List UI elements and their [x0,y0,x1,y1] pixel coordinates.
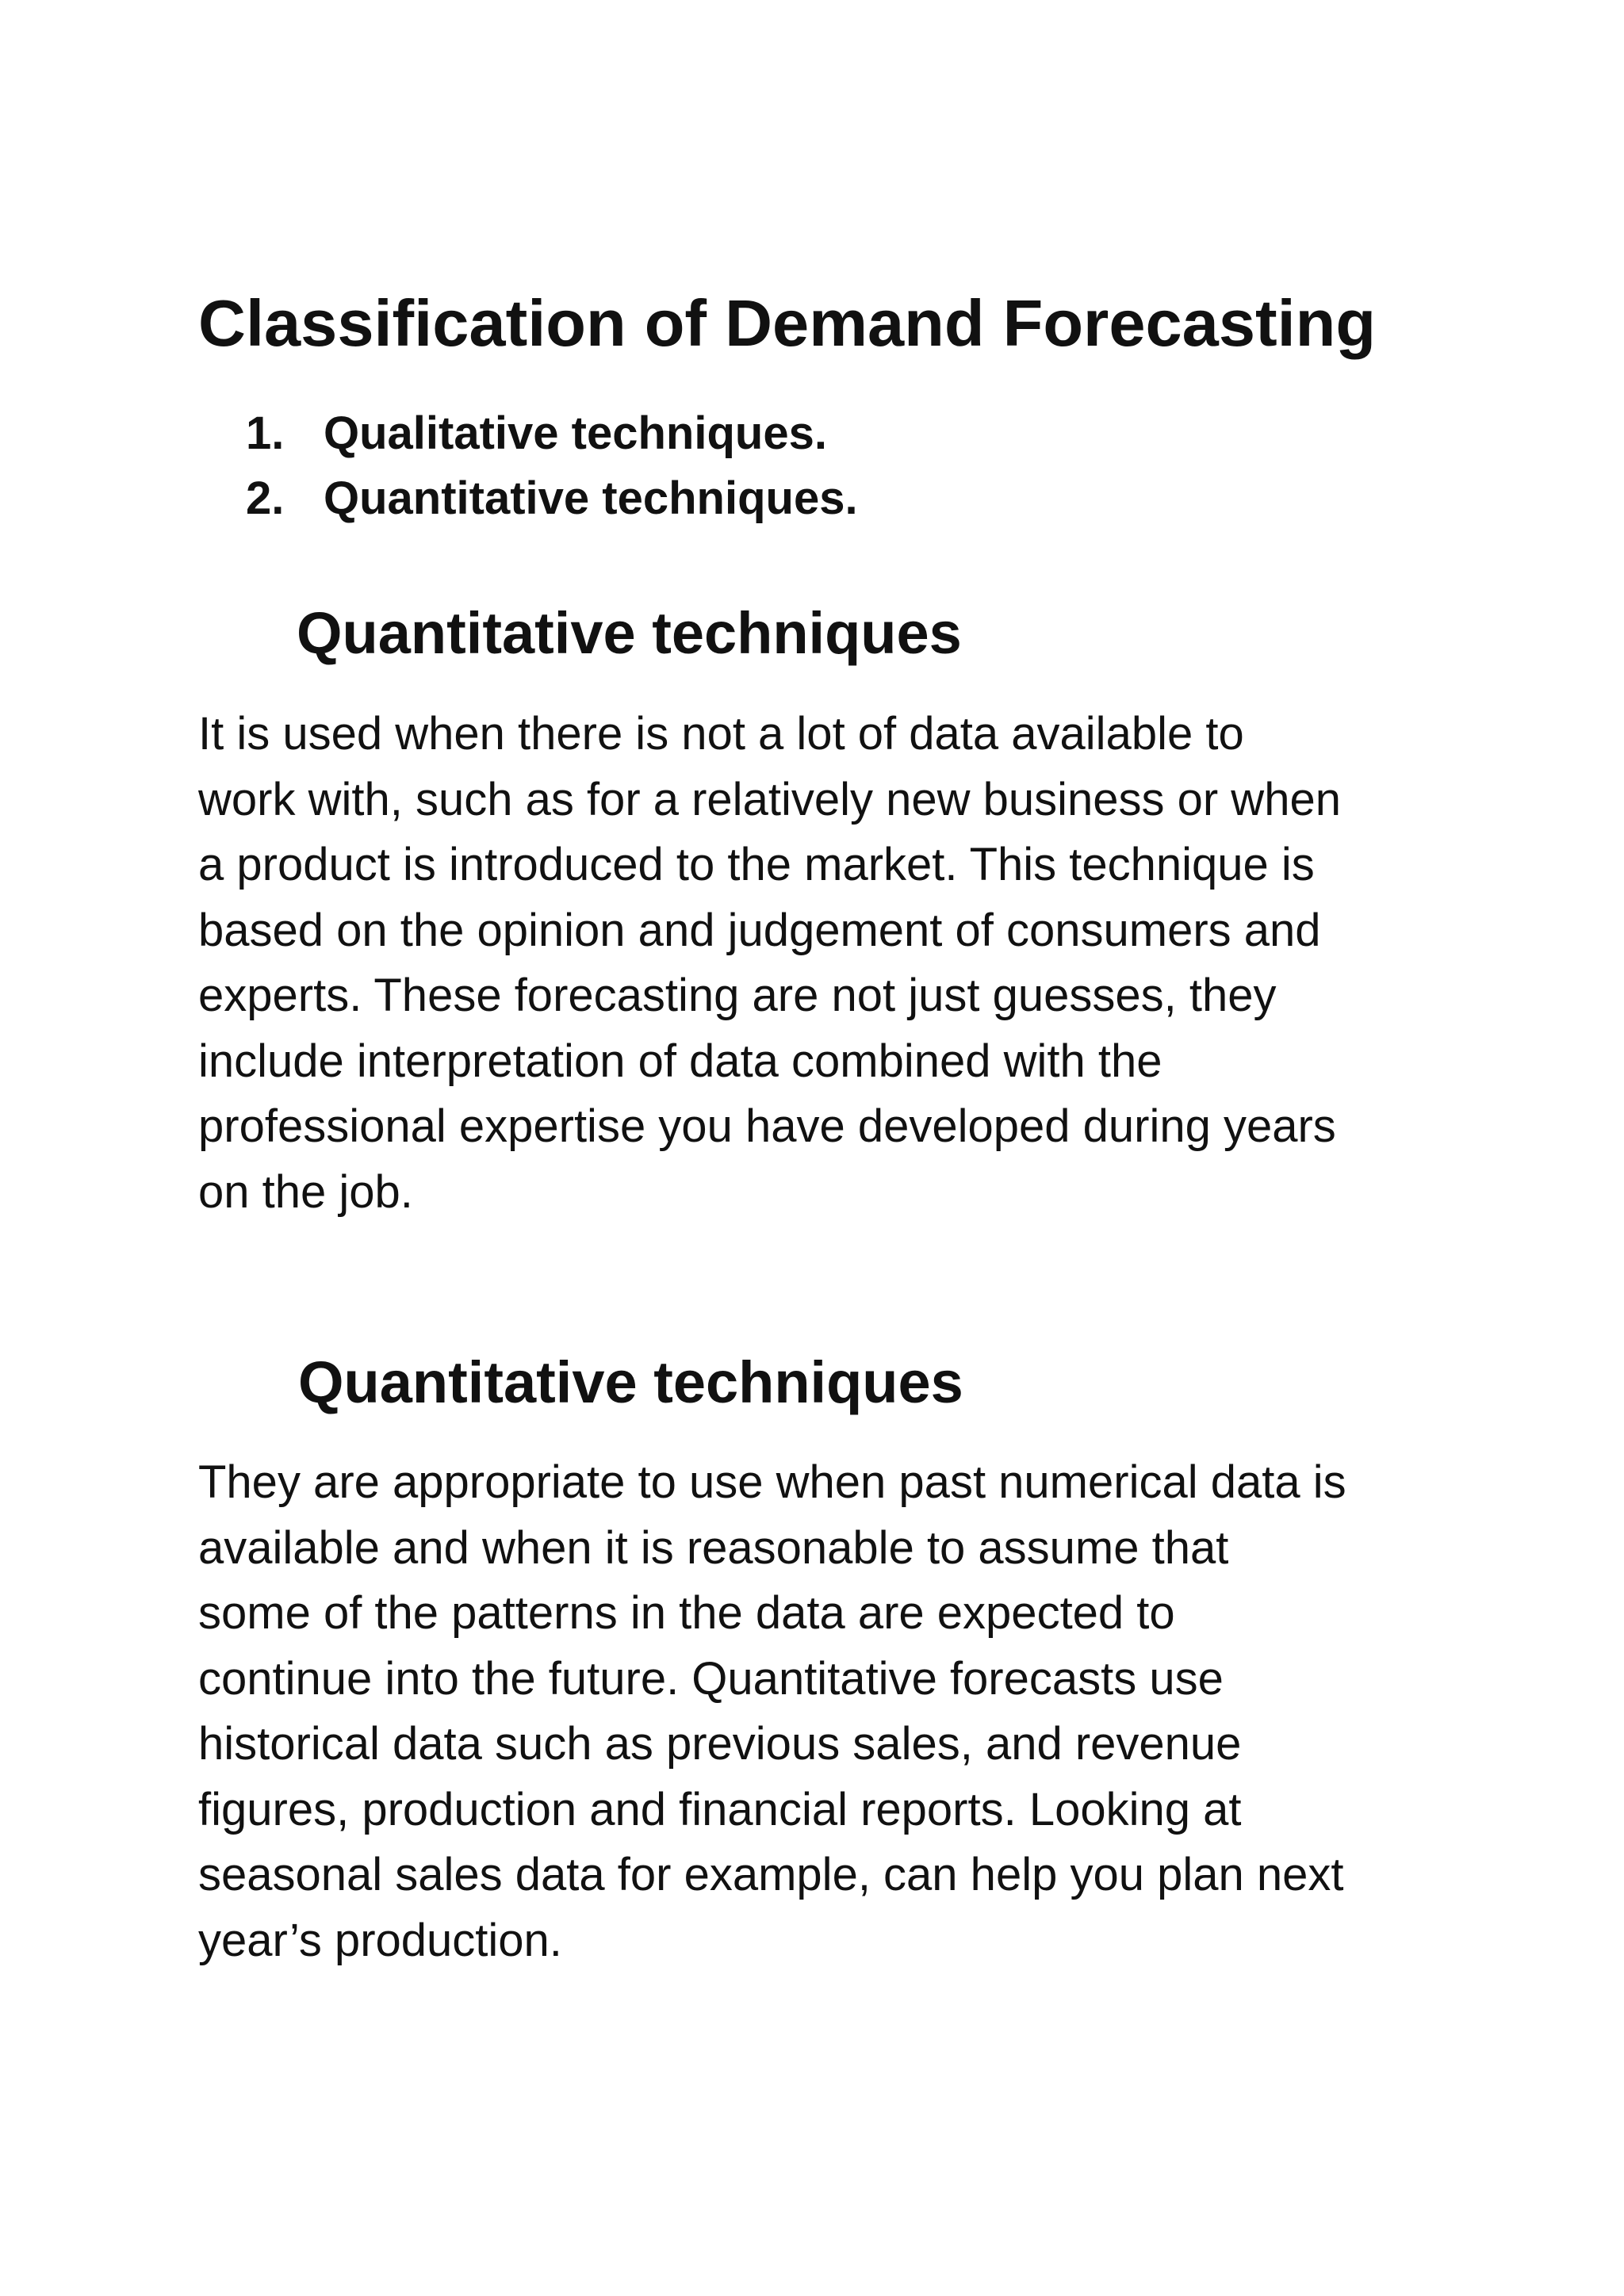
paragraph-line: on the job. [198,1165,413,1218]
list-item-number: 2. [246,473,285,524]
paragraph-line: a product is introduced to the market. This technique is [198,839,1315,890]
paragraph-line: based on the opinion and judgement of consumers and [198,904,1321,956]
page-title: Classification of Demand Forecasting [198,286,1377,360]
paragraph-line: They are appropriate to use when past numerical data is [198,1456,1346,1508]
classification-list [246,401,858,531]
paragraph-line: It is used when there is not a lot of data available to [198,708,1244,760]
paragraph-line: some of the patterns in the data are expected to [198,1587,1175,1639]
list-item [246,401,858,466]
paragraph-line: professional expertise you have developed during years [198,1100,1336,1152]
section-paragraph [198,702,1341,1225]
paragraph-line: experts. These forecasting are not just guesses, they [198,970,1277,1021]
list-item [246,466,858,531]
list-item-text: Qualitative techniques. [324,408,827,459]
paragraph-line: continue into the future. Quantitative forecasts use [198,1652,1224,1705]
paragraph-line: figures, production and financial reports. Looking at [198,1783,1242,1835]
section-heading: Quantitative techniques [297,600,962,666]
section-heading: Quantitative techniques [298,1349,963,1415]
list-item-number: 1. [246,408,285,459]
paragraph-line: year’s production. [198,1914,562,1966]
paragraph-line: historical data such as previous sales, and revenue [198,1718,1242,1770]
paragraph-line: include interpretation of data combined with the [198,1035,1162,1087]
paragraph-line: work with, such as for a relatively new business or when [198,773,1341,825]
paragraph-line: seasonal sales data for example, can help you plan next [198,1849,1344,1900]
list-item-text: Quantitative techniques. [324,473,858,524]
section-paragraph [198,1450,1346,1973]
paragraph-line: available and when it is reasonable to assume that [198,1521,1229,1574]
